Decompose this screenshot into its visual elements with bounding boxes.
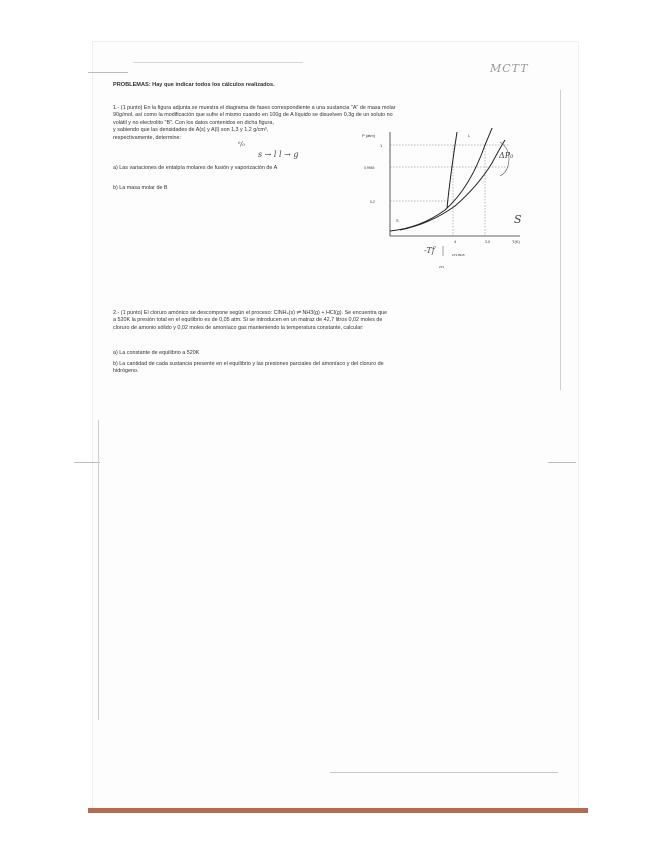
problem-1-line: 90g/mol, así como la modificación que sufre el mismo cuando en 100g de A líquido se disuelven 0,3g de un soluto no xyxy=(113,112,393,119)
diagram-x-label: T(K) xyxy=(512,239,520,244)
handwritten-percent: ⁰/₀ xyxy=(238,141,245,148)
signature: MCTT xyxy=(490,62,529,75)
problem-2-line: cloruro de amonio sólido y 0,02 moles de amoníaco gas manteniendo la temperatura constante, calcular: xyxy=(113,324,364,331)
x-tick-label: 4 xyxy=(454,239,457,244)
vapor-pressure-curve-solution xyxy=(400,140,505,230)
region-solid: S xyxy=(396,218,399,223)
question-2a: a) La constante de equilibrio a 520K xyxy=(113,350,200,356)
question-2b-line: hidrógeno. xyxy=(113,368,139,375)
problem-2 xyxy=(113,310,525,332)
scan-artifact-line xyxy=(548,462,576,463)
problem-2-line: 2.- (1 punto) El cloruro amónico se descompone según el proceso: ClNH₄(s) ⇌ NH3(g) + HCl(g). Se encuentra que xyxy=(113,310,388,316)
question-1b: b) La masa molar de B xyxy=(113,185,168,191)
diagram-y-label: P (atm) xyxy=(362,133,376,138)
y-tick-label: 0,9945 xyxy=(364,166,375,170)
handwritten-delta-p: ΔP₀ xyxy=(499,151,514,160)
vapor-pressure-curve-pure xyxy=(390,128,493,231)
scan-artifact-line xyxy=(88,72,128,73)
scan-artifact-line xyxy=(133,62,303,63)
x-tick-label: 3.0 xyxy=(485,240,490,244)
scan-artifact-line xyxy=(74,462,100,463)
region-liquid: L xyxy=(468,133,471,138)
scan-artifact-line xyxy=(330,772,558,773)
handwritten-bracket xyxy=(500,142,509,176)
problem-1-line: 1.- (1 punto) En la figura adjunta se muestra el diagrama de fases correspondiente a una sustancia "A" de masa molar xyxy=(113,105,396,111)
scan-artifact-line xyxy=(560,90,561,390)
scan-artifact-line xyxy=(98,420,99,720)
y-tick-label: 0,2 xyxy=(370,200,375,204)
handwritten-s: S xyxy=(514,213,522,226)
problem-1-line: y sabiendo que las densidades de A(s) y A(l) son 1,3 y 1,2 g/cm³, xyxy=(113,127,269,134)
phase-diagram xyxy=(360,128,535,273)
y-tick-label: 1 xyxy=(380,143,383,148)
x-sub-label: 273,9945 xyxy=(452,253,465,257)
problem-1-line: respectivamente, determine: xyxy=(113,134,182,141)
problem-2-line: a 520K la presión total en el equilibrio es de 0,05 atm. Si se introducen en un matraz de 42,7 litros 0,02 moles de xyxy=(113,317,383,324)
page-header: PROBLEMAS: Hay que indicar todos los cálculos realizados. xyxy=(113,82,275,88)
x-sub-label: 273 xyxy=(439,265,445,269)
question-2b xyxy=(113,361,525,376)
question-1a: a) Las variaciones de entalpía molares de fusión y vaporización de A xyxy=(113,165,278,171)
fusion-curve xyxy=(447,132,457,208)
page-bottom-edge xyxy=(88,808,588,813)
handwritten-phase-change: s → l l → g xyxy=(258,150,299,159)
handwritten-delta-t: -Tf xyxy=(424,246,435,255)
question-2b-line: b) La cantidad de cada sustancia presente en el equilibrio y las presiones parciales del amoníaco y del cloruro de xyxy=(113,361,384,367)
problem-1-line: volátil y no electrolito "B". Con los datos contenidos en dicha figura, xyxy=(113,119,274,126)
